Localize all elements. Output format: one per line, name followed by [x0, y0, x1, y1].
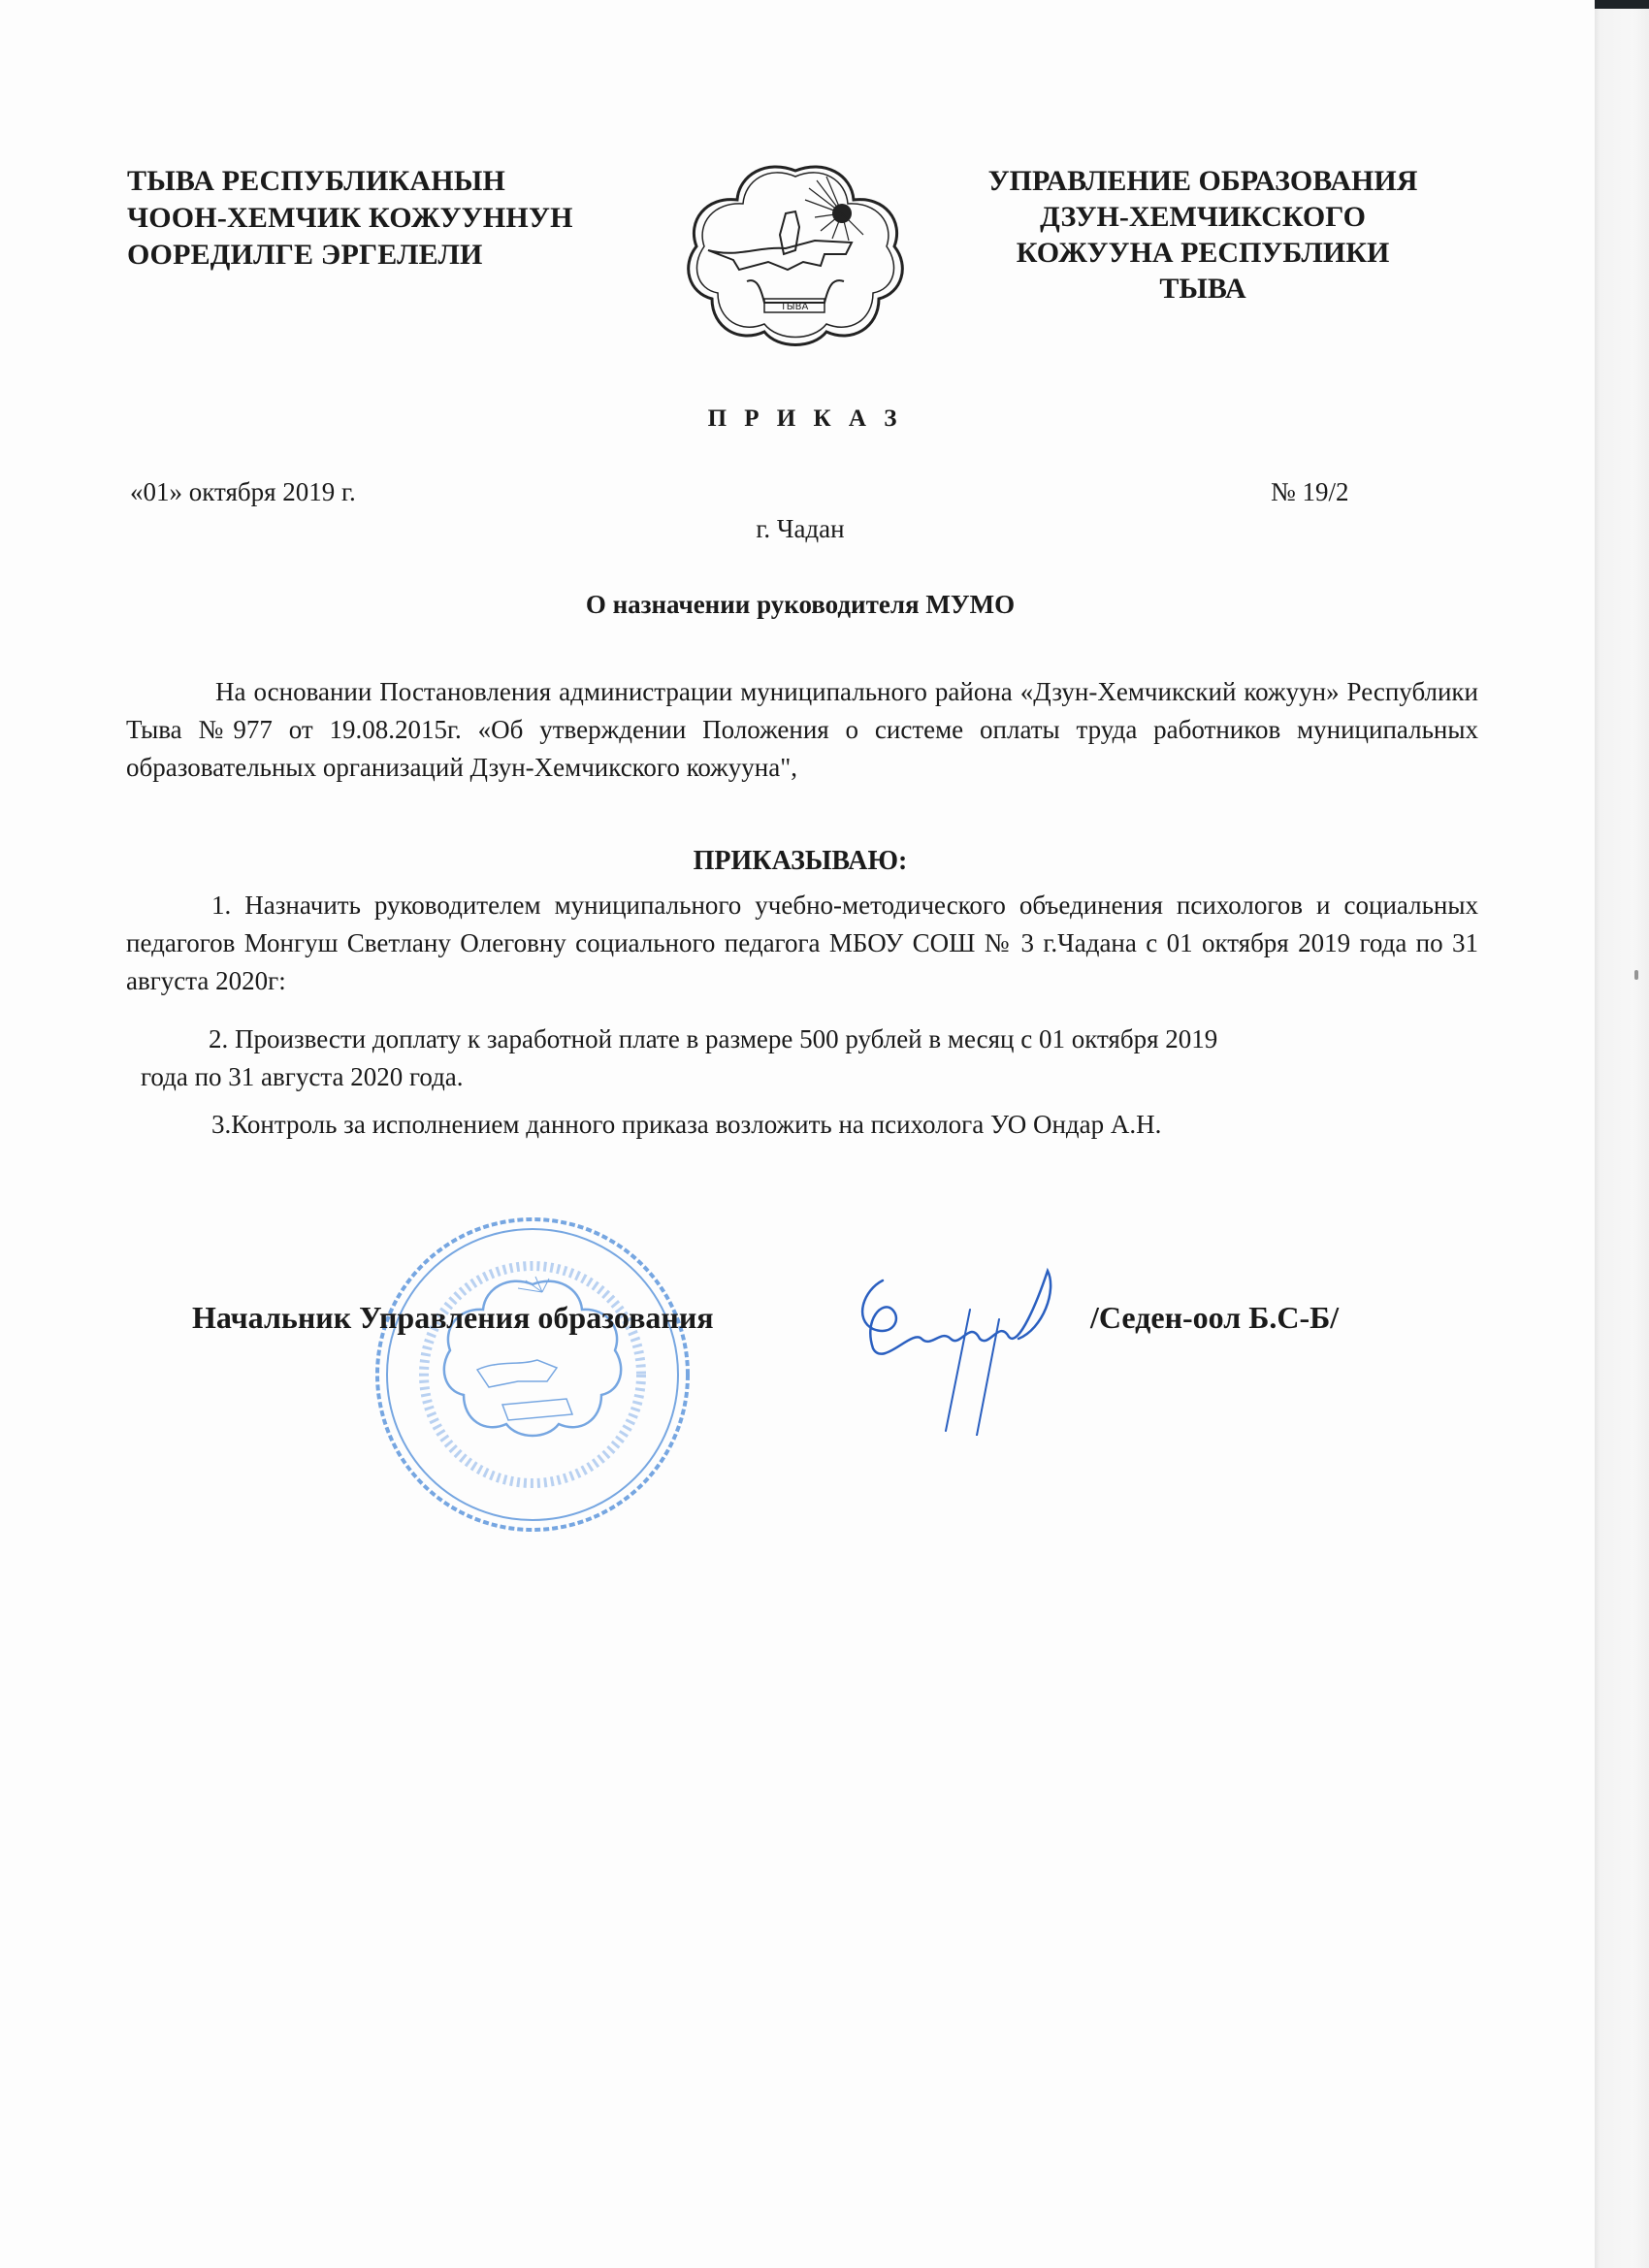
- order-item-2: [126, 1021, 1478, 1096]
- signatory-title: Начальник Управления образования: [192, 1300, 714, 1335]
- header-right-line: ТЫВА: [1159, 273, 1246, 305]
- scan-edge: [1595, 0, 1649, 2268]
- order-heading: ПРИКАЗЫВАЮ:: [693, 846, 908, 876]
- scan-speck: [1634, 970, 1638, 980]
- header-right-line: УПРАВЛЕНИЕ ОБРАЗОВАНИЯ: [987, 165, 1418, 197]
- order-item-3: 3.Контроль за исполнением данного приказа возложить на психолога УО Ондар А.Н.: [211, 1110, 1162, 1139]
- order-city: г. Чадан: [756, 514, 845, 543]
- header-left-line: ЧООН-ХЕМЧИК КОЖУУННУН: [127, 202, 573, 234]
- order-date: «01» октября 2019 г.: [130, 477, 356, 506]
- preamble-paragraph: На основании Постановления администрации муниципального района «Дзун-Хемчикский кожуун» Республики Тыва №977 от 19.08.2015г. «Об утверждении Положения о системе оплаты труда работников муниципальных образовательных организаций Дзун-Хемчикского кожууна",: [126, 677, 1478, 782]
- header-left-tuvan: [127, 163, 573, 274]
- handwritten-signature-icon: [854, 1261, 1086, 1436]
- header-right-line: КОЖУУНА РЕСПУБЛИКИ: [1016, 237, 1390, 269]
- header-left-line: ТЫВА РЕСПУБЛИКАНЫН: [127, 165, 506, 197]
- header-right-russian: [931, 163, 1474, 307]
- order-number: № 19/2: [1271, 477, 1349, 506]
- order-title: П Р И К А З: [707, 405, 903, 432]
- order-item-2-text: 2. Произвести доплату к заработной плате в размере 500 рублей в месяц с 01 октября 2019: [209, 1024, 1218, 1053]
- order-item-1: 1. Назначить руководителем муниципального учебно-методического объединения психологов и социальных педагогов Монгуш Светлану Олеговну социального педагога МБОУ СОШ № 3 г.Чадана с 01 октября 2019 года по 31 августа 2020г:: [126, 891, 1478, 995]
- order-item-2-continuation: года по 31 августа 2020 года.: [141, 1062, 464, 1091]
- emblem-ribbon-text: ТЫВА: [780, 302, 809, 312]
- tuva-coat-of-arms-icon: [679, 157, 912, 351]
- signatory-name: /Седен-оол Б.С-Б/: [1090, 1300, 1340, 1335]
- scan-corner: [1595, 0, 1649, 9]
- header-left-line: ООРЕДИЛГЕ ЭРГЕЛЕЛИ: [127, 239, 483, 271]
- official-round-stamp-icon: [372, 1215, 693, 1535]
- order-subject: О назначении руководителя МУМО: [585, 590, 1016, 619]
- header-right-line: ДЗУН-ХЕМЧИКСКОГО: [1040, 201, 1366, 233]
